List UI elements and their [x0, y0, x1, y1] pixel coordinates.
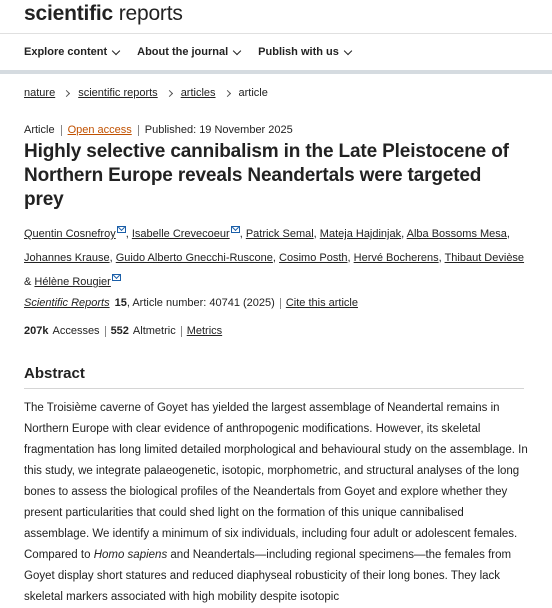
metrics-link[interactable]: Metrics [186, 325, 223, 337]
breadcrumb-scientific-reports[interactable]: scientific reports [78, 87, 158, 99]
divider [138, 125, 139, 136]
author-separator: , [125, 228, 132, 240]
breadcrumb-current: article [238, 87, 268, 99]
site-header [0, 0, 552, 34]
divider [280, 298, 281, 309]
chevron-right-icon [166, 89, 173, 96]
author-link[interactable]: Hélène Rougier [34, 276, 111, 288]
published-date: Published: 19 November 2025 [144, 124, 293, 136]
author-separator: & [24, 276, 35, 288]
author-separator: , [109, 252, 116, 264]
logo-bold: scientific [24, 2, 114, 25]
abstract-italic-term: Homo sapiens [93, 549, 168, 561]
abstract-text-part: The Troisième caverne of Goyet has yielded the largest assemblage of Neandertal remains in Northern Europe with clear evidence of anthropogenic modifications. However, its skeletal fragmentation has long limited detailed morphological and behavioural study on the assemblage. In this study, we integrate palaeogenetic, isotopic, morphometric, and structural analyses of the long bones to assess the biological profiles of the Neandertals from Goyet and explore whether they present particularities that could shed light on the formation of this unique cannibalised assemblage. We identify a minimum of six individuals, including four adult or adolescent females. Compared to [24, 402, 528, 561]
cite-this-article-link[interactable]: Cite this article [285, 297, 358, 309]
nav-publish-with-us[interactable] [258, 46, 351, 58]
open-access-link[interactable]: Open access [67, 124, 132, 136]
author-link[interactable]: Mateja Hajdinjak [319, 228, 402, 240]
accesses-value: 207k [24, 325, 49, 337]
article-metrics [24, 325, 222, 337]
author-separator: , [401, 228, 407, 240]
article-number: , Article number: 40741 (2025) [126, 297, 275, 309]
breadcrumb-articles[interactable]: articles [180, 87, 216, 99]
author-separator: , [313, 228, 320, 240]
breadcrumb-nature[interactable]: nature [24, 87, 56, 99]
chevron-right-icon [223, 89, 230, 96]
article-type: Article [24, 124, 55, 136]
altmetric-label: Altmetric [132, 325, 176, 337]
author-separator: , [438, 252, 445, 264]
email-icon[interactable] [112, 274, 121, 281]
email-icon[interactable] [231, 226, 240, 233]
author-link[interactable]: Thibaut Devièse [444, 252, 525, 264]
author-link[interactable]: Quentin Cosnefroy [24, 228, 116, 240]
author-link[interactable]: Johannes Krause [24, 252, 110, 264]
journal-logo[interactable] [24, 2, 183, 26]
nav-label: About the journal [137, 46, 229, 58]
author-list [24, 222, 529, 294]
divider [105, 326, 106, 337]
breadcrumb [24, 87, 268, 99]
author-separator: , [347, 252, 354, 264]
author-separator: , [506, 228, 510, 240]
accesses-label: Accesses [52, 325, 100, 337]
nav-about-journal[interactable] [137, 46, 240, 58]
article-meta [24, 124, 293, 136]
abstract-heading: Abstract [24, 365, 85, 382]
journal-link[interactable]: Scientific Reports [24, 297, 110, 309]
chevron-down-icon [344, 46, 352, 54]
author-link[interactable]: Cosimo Posth [279, 252, 348, 264]
chevron-down-icon [112, 46, 120, 54]
abstract-text [24, 398, 529, 608]
email-icon[interactable] [117, 226, 126, 233]
divider [61, 125, 62, 136]
volume: 15 [114, 297, 127, 309]
abstract-text-part: and Neandertals—including regional specimens—the females from Goyet display short statures and reduced diaphyseal robusticity of their long bones. They lack skeletal markers associated with high mobility despite isotopic [24, 549, 512, 603]
author-link[interactable]: Hervé Bocherens [353, 252, 439, 264]
author-link[interactable]: Alba Bossoms Mesa [406, 228, 507, 240]
divider [181, 326, 182, 337]
author-separator: , [239, 228, 246, 240]
logo-light: reports [118, 2, 183, 25]
chevron-down-icon [233, 46, 241, 54]
author-separator: , [272, 252, 280, 264]
citation-line [24, 297, 358, 309]
article-title: Highly selective cannibalism in the Late Pleistocene of Northern Europe reveals Neandertals were targeted prey [24, 141, 509, 210]
author-link[interactable]: Isabelle Crevecoeur [131, 228, 230, 240]
altmetric-value: 552 [110, 325, 129, 337]
nav-label: Explore content [24, 46, 108, 58]
author-link[interactable]: Guido Alberto Gnecchi-Ruscone [115, 252, 273, 264]
author-link[interactable]: Patrick Semal [245, 228, 314, 240]
main-nav [0, 34, 552, 74]
nav-explore-content[interactable] [24, 46, 119, 58]
nav-label: Publish with us [258, 46, 339, 58]
abstract-divider [24, 388, 524, 389]
chevron-right-icon [63, 89, 70, 96]
